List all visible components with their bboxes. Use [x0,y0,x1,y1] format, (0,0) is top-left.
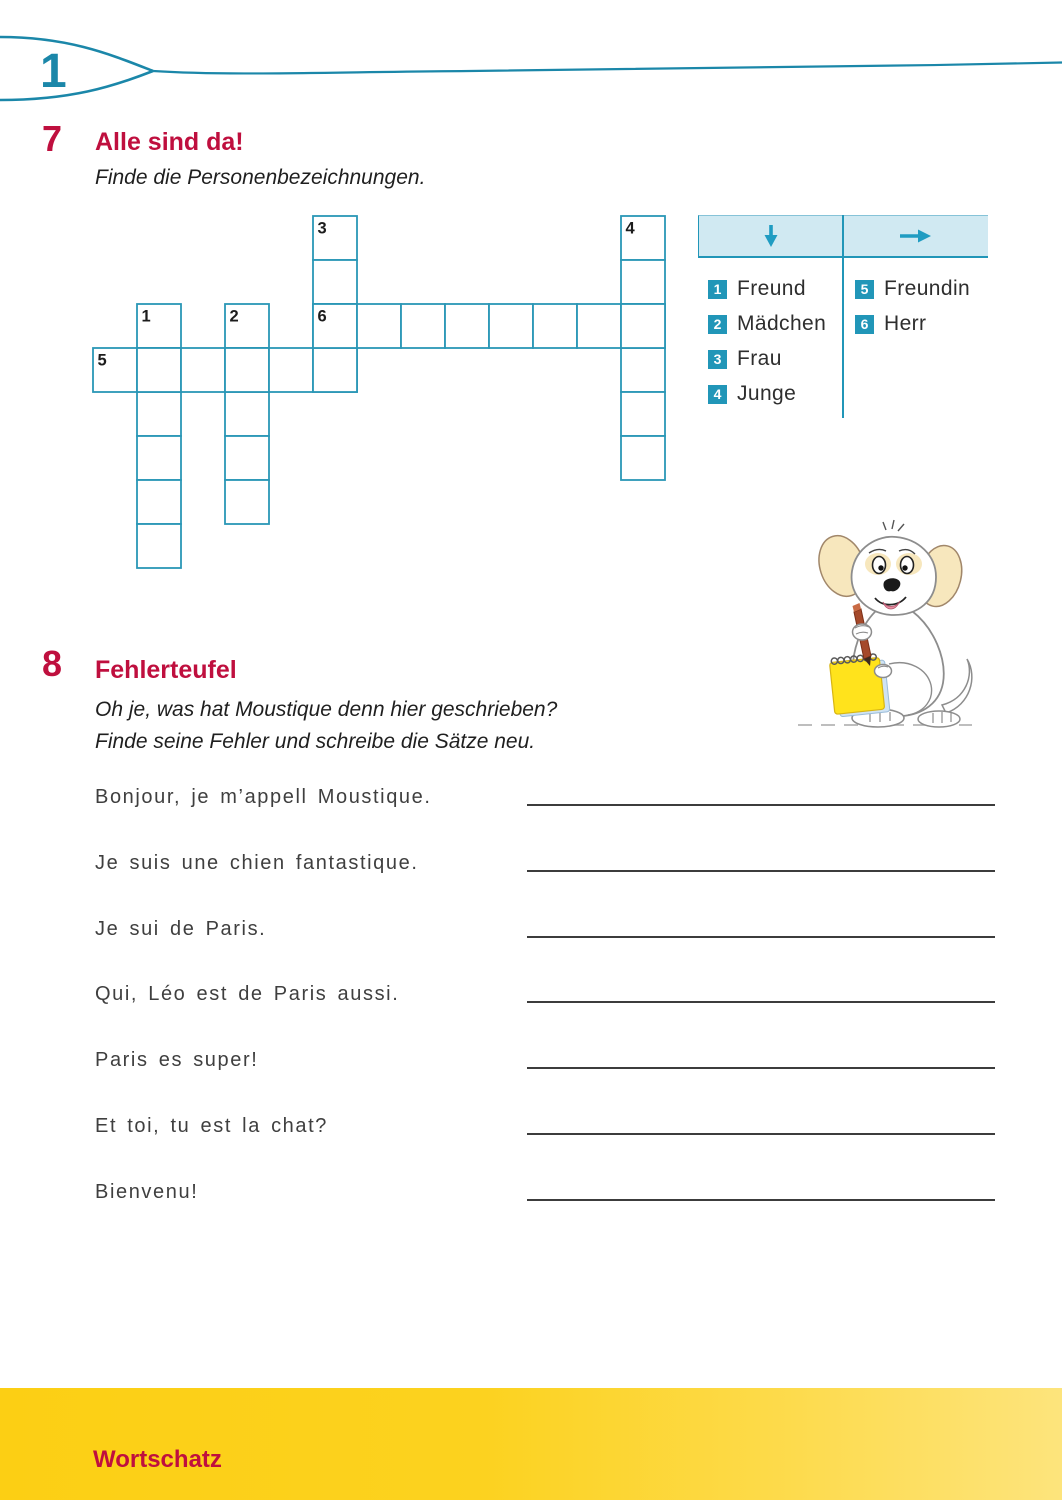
crossword-cell[interactable] [225,392,269,436]
moustique-dog-illustration [790,513,980,733]
notepad [829,653,890,718]
crossword-cell[interactable] [225,436,269,480]
legend-item [855,313,970,335]
crossword-cell[interactable] [137,348,181,392]
legend-down-list [708,278,826,418]
exercise8-number: 8 [42,643,63,684]
right-arrow-icon [899,228,933,244]
legend-item-number-badge: 5 [855,280,874,299]
answer-blank-line[interactable] [527,1067,995,1069]
crossword-cell[interactable] [269,348,313,392]
legend-item [708,348,826,370]
answer-blank-line[interactable] [527,936,995,938]
unit-number: 1 [40,45,67,98]
faulty-sentence-text: Bienvenu! [95,1180,199,1203]
exercise7-instruction: Finde die Personenbezeichnungen. [95,166,426,189]
legend-item-label: Herr [884,312,927,335]
answer-blank-line[interactable] [527,804,995,806]
crossword-cell[interactable] [489,304,533,348]
answer-blank-line[interactable] [527,1133,995,1135]
legend-item [855,278,970,300]
down-arrow-icon [763,224,779,248]
faulty-sentence-text: Qui, Léo est de Paris aussi. [95,983,400,1006]
crossword-cell[interactable] [181,348,225,392]
legend-item [708,383,826,405]
crossword-cell[interactable] [621,260,665,304]
legend-item [708,278,826,300]
crossword-cell[interactable] [137,480,181,524]
crossword-cell[interactable] [577,304,621,348]
exercise7-title: Alle sind da! [95,128,244,156]
crossword-cell[interactable] [137,524,181,568]
legend-item-number-badge: 1 [708,280,727,299]
legend-item-number-badge: 6 [855,315,874,334]
crossword-legend [698,215,988,421]
dog-head [852,520,936,615]
legend-item-number-badge: 4 [708,385,727,404]
exercise8-title: Fehlerteufel [95,656,237,684]
crossword-cell[interactable] [357,304,401,348]
legend-item-number-badge: 3 [708,350,727,369]
crossword-clue-number: 2 [229,307,239,326]
faulty-sentence-text: Bonjour, je m’appell Moustique. [95,786,432,808]
footer-section-label: Wortschatz [93,1446,222,1473]
unit-ribbon-decoration [0,0,1062,120]
exercise8-instruction-line2: Finde seine Fehler und schreibe die Sätze neu. [95,730,536,753]
legend-item-label: Frau [737,347,782,370]
legend-item-label: Freund [737,277,806,300]
crossword-cell[interactable] [445,304,489,348]
legend-header-down-cell [699,216,844,256]
legend-across-list [855,278,970,348]
crossword-cell[interactable] [225,348,269,392]
legend-item-label: Mädchen [737,312,827,335]
crossword-grid[interactable] [88,211,674,579]
crossword-cell[interactable] [401,304,445,348]
crossword-clue-number: 1 [141,307,151,326]
crossword-cell[interactable] [313,260,357,304]
legend-item-number-badge: 2 [708,315,727,334]
faulty-sentence-text: Je sui de Paris. [95,917,267,940]
crossword-cell[interactable] [313,348,357,392]
footer-band [0,1388,1062,1500]
crossword-cell[interactable] [621,436,665,480]
exercise8-instruction-line1: Oh je, was hat Moustique denn hier geschrieben? [95,698,558,721]
faulty-sentence-text: Paris es super! [95,1049,259,1072]
answer-blank-line[interactable] [527,870,995,872]
faulty-sentence-text: Je suis une chien fantastique. [95,851,419,874]
crossword-clue-number: 6 [317,307,327,326]
legend-item [708,313,826,335]
faulty-sentence-text: Et toi, tu est la chat? [95,1115,329,1137]
crossword-clue-number: 4 [625,219,635,238]
answer-blank-line[interactable] [527,1199,995,1201]
answer-blank-line[interactable] [527,1001,995,1003]
crossword-cell[interactable] [225,480,269,524]
legend-item-label: Junge [737,382,797,405]
crossword-clue-number: 5 [97,351,107,370]
crossword-cell[interactable] [621,348,665,392]
legend-header-across-cell [844,216,989,256]
legend-item-label: Freundin [884,277,971,300]
crossword-cell[interactable] [533,304,577,348]
exercise7-number: 7 [42,118,63,159]
crossword-clue-number: 3 [317,219,327,238]
crossword-cell[interactable] [621,392,665,436]
crossword-cell[interactable] [137,392,181,436]
dog-tail [942,659,972,713]
crossword-cell[interactable] [621,304,665,348]
legend-divider [842,215,845,418]
crossword-cell[interactable] [137,436,181,480]
